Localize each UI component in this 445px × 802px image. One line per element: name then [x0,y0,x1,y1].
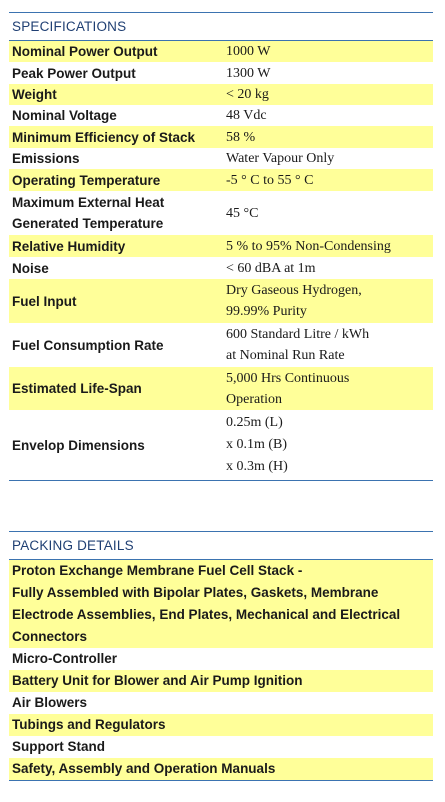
spec-label: Minimum Efficiency of Stack [12,129,196,145]
spec-label: Estimated Life-Span [12,381,142,396]
packing-item-line: Safety, Assembly and Operation Manuals [12,761,276,776]
packing-item [9,758,433,780]
spec-row [9,257,433,279]
spec-value: < 20 kg [226,87,269,102]
spec-value-line: x 0.1m (B) [226,437,288,452]
spec-value-line: Operation [226,391,282,407]
packing-item [9,714,433,736]
packing-details-heading: PACKING DETAILS [9,531,433,560]
spec-label: Emissions [12,151,80,166]
spec-row [9,169,433,191]
spec-value: < 60 dBA at 1m [226,260,316,276]
packing-item-line: Fully Assembled with Bipolar Plates, Gaskets, Membrane [12,585,379,600]
spec-value: 1300 W [226,65,271,81]
spec-value: 58 % [226,129,256,145]
packing-item [9,670,433,692]
packing-item-line: Micro-Controller [12,651,118,666]
spec-value [222,412,433,478]
spec-value-line: 99.99% Purity [226,304,307,319]
specifications-heading: SPECIFICATIONS [9,12,433,41]
spec-label: Envelop Dimensions [12,437,145,453]
spec-label: Operating Temperature [12,172,161,188]
spec-label: Relative Humidity [12,238,126,254]
specifications-section [9,12,433,481]
spec-value-line: 5,000 Hrs Continuous [226,370,350,386]
spec-row [9,235,433,257]
spec-value-line: x 0.3m (H) [226,459,288,474]
spec-row [9,279,433,323]
spec-label: Fuel Consumption Rate [12,337,164,353]
spec-label: Noise [12,260,49,276]
spec-value: 48 Vdc [226,108,267,123]
packing-item [9,736,433,758]
spec-label: Nominal Voltage [12,108,117,123]
spec-value: 5 % to 95% Non-Condensing [226,238,391,254]
spec-label: Fuel Input [12,293,77,309]
spec-value [222,324,433,366]
spec-value: Water Vapour Only [226,151,335,166]
spec-value-line: 600 Standard Litre / kWh [226,327,370,342]
packing-details-section [9,531,433,781]
spec-value: -5 ° C to 55 ° C [226,172,314,188]
spec-row [9,84,433,105]
packing-item-line: Air Blowers [12,695,88,710]
spec-row [9,126,433,148]
spec-row [9,410,433,480]
spec-row [9,191,433,235]
spec-label: Nominal Power Output [12,44,158,59]
packing-item [9,648,433,670]
spec-value: 1000 W [226,44,271,59]
packing-item-line: Connectors [12,629,88,644]
spec-row [9,41,433,62]
spec-label: Peak Power Output [12,65,136,81]
packing-item-line: Support Stand [12,739,105,754]
spec-value-line: Dry Gaseous Hydrogen, [226,283,362,298]
packing-item [9,560,433,648]
spec-row [9,105,433,126]
packing-item-line: Tubings and Regulators [12,717,166,732]
spec-label: Maximum External Heat Generated Temperature [12,195,165,231]
packing-item-line: Electrode Assemblies, End Plates, Mechanical and Electrical [12,607,401,622]
spec-value-line: at Nominal Run Rate [226,348,345,363]
spec-value [222,368,433,410]
spec-row [9,323,433,367]
packing-item [9,692,433,714]
spec-label: Weight [12,87,57,102]
spec-value-line: 0.25m (L) [226,415,283,430]
spec-value [222,280,433,322]
spec-row [9,148,433,169]
spec-row [9,367,433,410]
spec-row [9,62,433,84]
spec-value: 45 °C [226,205,259,221]
packing-item-line: Proton Exchange Membrane Fuel Cell Stack - [12,563,303,578]
packing-item-line: Battery Unit for Blower and Air Pump Ignition [12,673,303,688]
